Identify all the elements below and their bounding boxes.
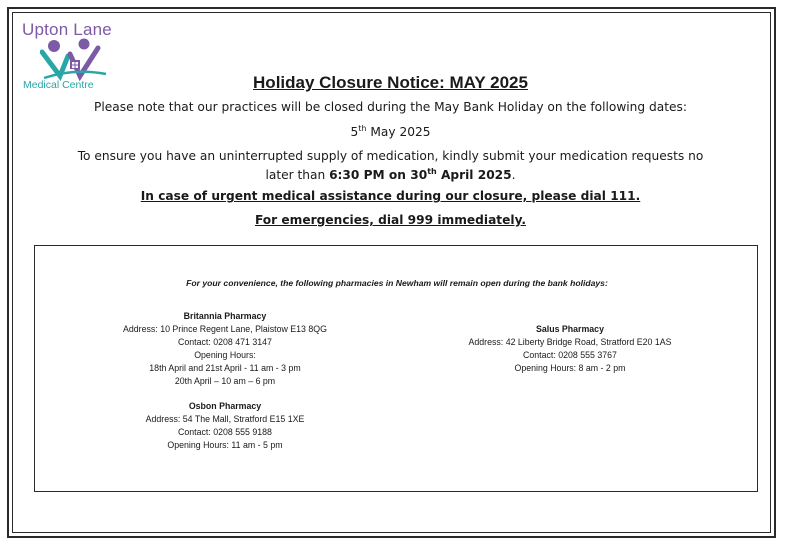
closure-date-rest: May 2025	[366, 125, 431, 140]
closure-date-suffix: th	[358, 124, 367, 133]
medication-prefix: later than	[265, 168, 330, 183]
pharmacy-address: Address: 54 The Mall, Stratford E15 1XE	[145, 414, 305, 424]
deadline-time: 6:30 PM on 30	[329, 168, 428, 183]
osbon-pharmacy	[95, 400, 355, 452]
logo-subtitle: Medical Centre	[23, 79, 94, 91]
pharmacies-box	[34, 245, 758, 492]
salus-pharmacy	[435, 323, 705, 375]
pharmacy-name: Britannia Pharmacy	[183, 311, 267, 321]
pharmacy-name: Osbon Pharmacy	[188, 401, 262, 411]
pharmacy-hours-2: 20th April – 10 am – 6 pm	[174, 376, 276, 386]
pharmacy-contact: Contact: 0208 555 3767	[523, 350, 617, 360]
pharmacy-hours-1: 18th April and 21st April - 11 am - 3 pm	[149, 363, 301, 373]
pharmacy-address: Address: 42 Liberty Bridge Road, Stratford E20 1AS	[468, 337, 672, 347]
logo-name: Upton Lane	[22, 20, 112, 39]
medication-request-notice	[0, 148, 781, 183]
pharmacy-hours: Opening Hours: 11 am - 5 pm	[167, 440, 283, 450]
britannia-pharmacy	[95, 310, 355, 388]
pharmacy-contact: Contact: 0208 471 3147	[178, 337, 272, 347]
pharmacy-contact: Contact: 0208 555 9188	[178, 427, 272, 437]
pharmacy-hours: Opening Hours: 8 am - 2 pm	[514, 363, 626, 373]
urgent-assistance-notice: In case of urgent medical assistance during our closure, please dial 111.	[140, 189, 641, 203]
notice-title: Holiday Closure Notice: MAY 2025	[253, 73, 528, 92]
deadline-suffix: th	[427, 167, 437, 176]
pharmacy-hours-label: Opening Hours:	[194, 350, 256, 360]
medication-line-a: To ensure you have an uninterrupted supply of medication, kindly submit your medication requests no	[77, 149, 704, 163]
emergency-notice: For emergencies, dial 999 immediately.	[254, 213, 527, 227]
pharmacy-name: Salus Pharmacy	[536, 324, 604, 334]
pharmacy-address: Address: 10 Prince Regent Lane, Plaistow E13 8QG	[123, 324, 327, 334]
medication-line-b	[0, 164, 781, 183]
medication-end: .	[511, 168, 516, 183]
deadline-rest: April 2025	[436, 168, 512, 183]
pharmacies-intro: For your convenience, the following pharmacies in Newham will remain open during the bank holidays:	[186, 278, 608, 288]
closure-statement: Please note that our practices will be closed during the May Bank Holiday on the following dates:	[94, 100, 687, 114]
closure-date-day: 5	[350, 125, 359, 140]
closure-date	[0, 124, 781, 139]
